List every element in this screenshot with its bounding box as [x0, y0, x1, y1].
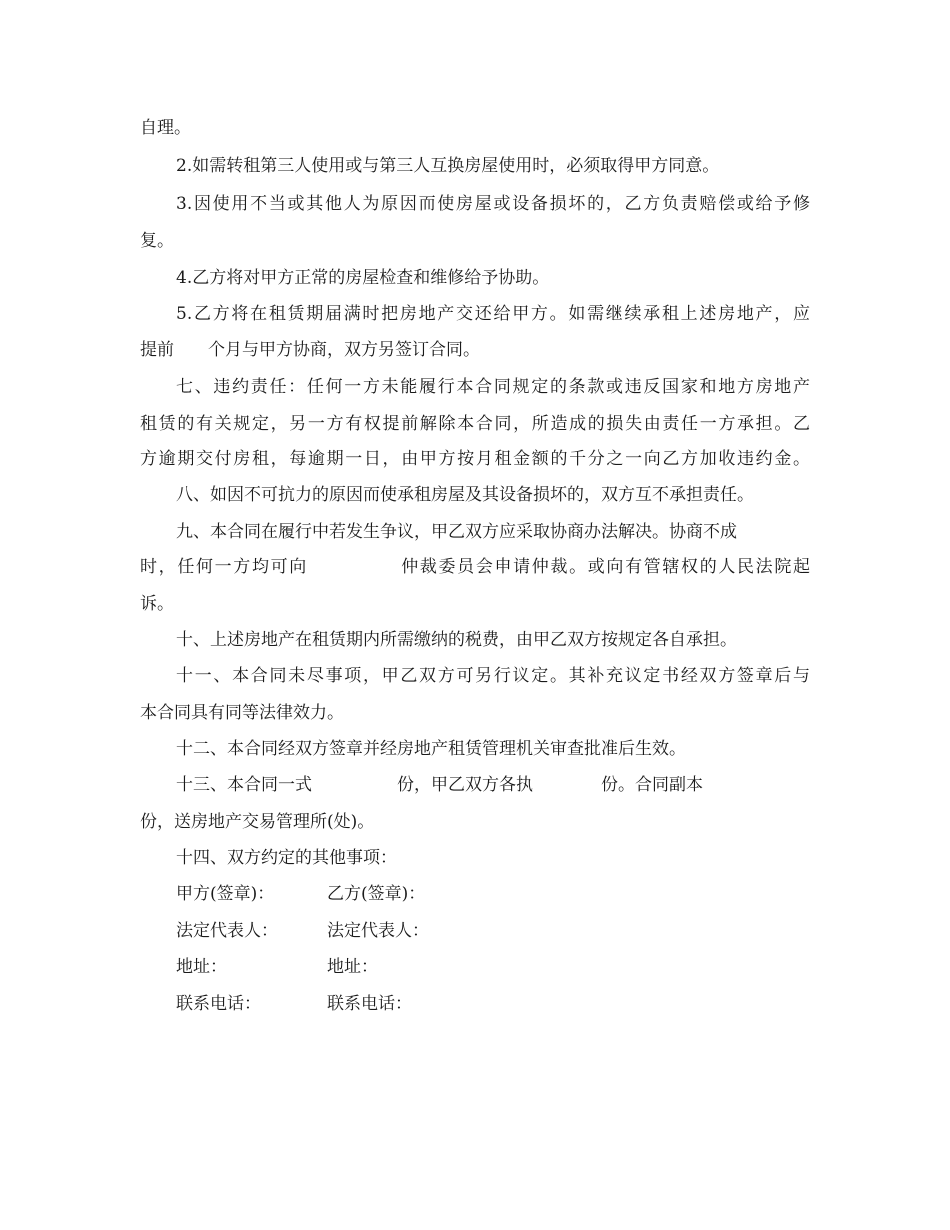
party-a-seal-label: 甲方(签章)： — [176, 884, 275, 904]
text-line: 十四、双方约定的其他事项： — [176, 848, 397, 868]
party-a-address-label: 地址： — [176, 957, 227, 977]
text-line: 十、上述房地产在租赁期内所需缴纳的税费，由甲乙双方按规定各自承担。 — [176, 630, 737, 650]
party-b-rep-label: 法定代表人： — [327, 921, 429, 941]
text-line: 本合同具有同等法律效力。 — [140, 703, 344, 723]
text-line: 十二、本合同经双方签章并经房地产租赁管理机关审查批准后生效。 — [176, 739, 686, 759]
text-line: 3.因使用不当或其他人为原因而使房屋或设备损坏的，乙方负责赔偿或给予修 — [176, 194, 810, 214]
text-line: 自理。 — [140, 118, 191, 138]
text-line: 十一、本合同未尽事项，甲乙双方可另行议定。其补充议定书经双方签章后与 — [176, 666, 810, 686]
text-line: 提前 个月与甲方协商，双方另签订合同。 — [140, 340, 480, 360]
text-line: 时，任何一方均可向 仲裁委员会申请仲裁。或向有管辖权的人民法院起 — [140, 557, 810, 577]
text-line: 4.乙方将对甲方正常的房屋检查和维修给予协助。 — [176, 268, 550, 288]
party-b-phone-label: 联系电话： — [327, 994, 412, 1014]
text-line: 九、本合同在履行中若发生争议，甲乙双方应采取协商办法解决。协商不成 — [176, 522, 737, 542]
text-line: 复。 — [140, 231, 174, 251]
party-a-phone-label: 联系电话： — [176, 994, 261, 1014]
text-line: 租赁的有关规定，另一方有权提前解除本合同，所造成的损失由责任一方承担。乙 — [140, 414, 810, 434]
text-line: 十三、本合同一式 份，甲乙双方各执 份。合同副本 — [176, 775, 703, 795]
text-line: 份，送房地产交易管理所(处)。 — [140, 812, 375, 832]
text-line: 八、如因不可抗力的原因而使承租房屋及其设备损坏的，双方互不承担责任。 — [176, 485, 754, 505]
party-b-seal-label: 乙方(签章)： — [327, 884, 426, 904]
text-line: 七、违约责任：任何一方未能履行本合同规定的条款或违反国家和地方房地产 — [176, 377, 810, 397]
text-line: 方逾期交付房租，每逾期一日，由甲方按月租金额的千分之一向乙方加收违约金。 — [140, 449, 810, 469]
party-a-rep-label: 法定代表人： — [176, 921, 278, 941]
text-line: 5.乙方将在租赁期届满时把房地产交还给甲方。如需继续承租上述房地产，应 — [176, 304, 810, 324]
text-line: 诉。 — [140, 594, 174, 614]
text-line: 2.如需转租第三人使用或与第三人互换房屋使用时，必须取得甲方同意。 — [176, 156, 720, 176]
party-b-address-label: 地址： — [327, 957, 378, 977]
